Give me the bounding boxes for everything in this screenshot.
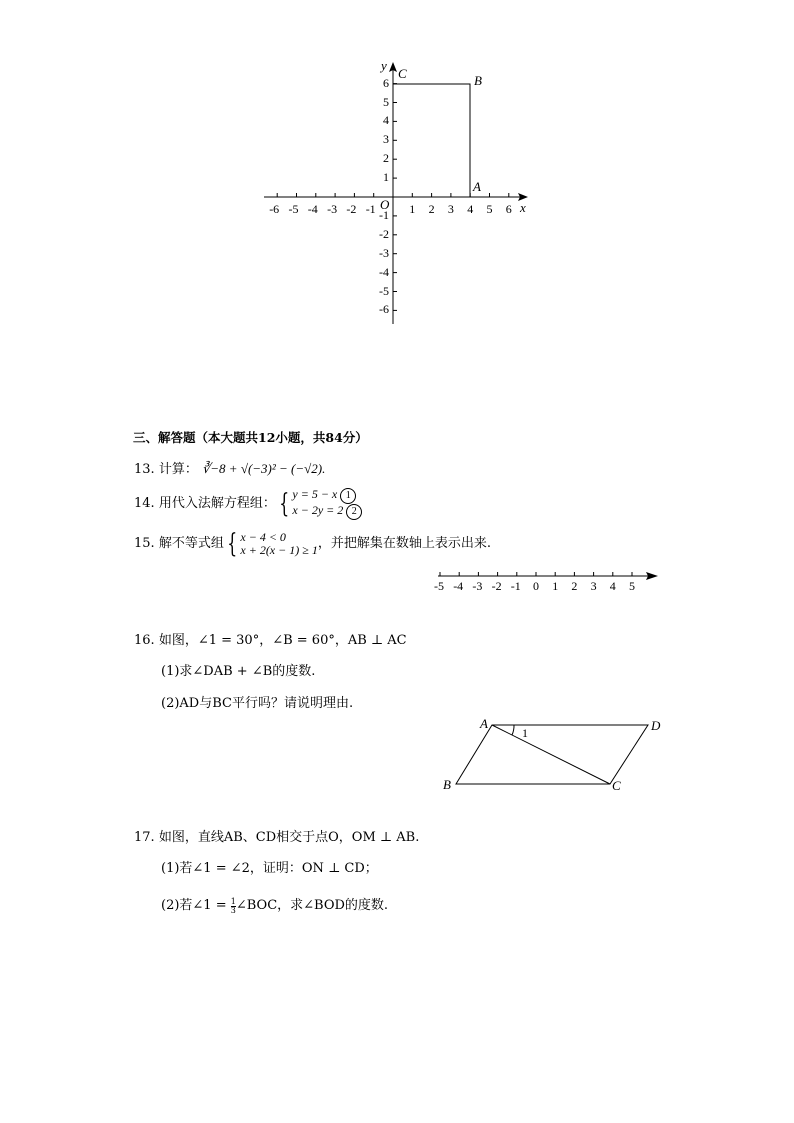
vertex-label-c: C (612, 778, 621, 793)
y-tick-label: -1 (379, 207, 389, 222)
number-line-label: 2 (571, 579, 578, 593)
angle-label-1: 1 (522, 726, 528, 740)
question-16-part-1: (1)求∠DAB + ∠B的度数. (161, 664, 316, 679)
part-2-suffix: ∠BOC，求∠BOD的度数. (235, 898, 389, 913)
point-label-c: C (398, 66, 407, 81)
y-tick-label: -2 (379, 226, 389, 241)
x-tick-label: -4 (307, 202, 318, 216)
y-tick-label: 4 (383, 113, 389, 128)
diagonal-ac (492, 725, 610, 784)
question-number: 15. (134, 536, 155, 551)
vertex-label-a: A (480, 716, 488, 731)
question-prefix: 计算： (158, 462, 198, 477)
number-line-label: 1 (552, 579, 559, 593)
question-suffix: ，并把解集在数轴上表示出来. (317, 536, 491, 551)
x-tick-label: 3 (447, 202, 454, 216)
question-17-part-1: (1)若∠1 = ∠2，证明：ON ⊥ CD； (161, 861, 378, 876)
part-2-prefix: (2)若∠1 = (161, 898, 231, 913)
x-tick-label: 5 (486, 202, 493, 216)
x-tick-label: -5 (288, 202, 299, 216)
question-number: 16. (134, 633, 155, 648)
y-tick-label: -6 (379, 302, 389, 317)
number-line-label: 5 (629, 579, 635, 593)
question-prefix: 解不等式组 (158, 536, 224, 551)
y-tick-label: 3 (383, 132, 389, 147)
question-number: 13. (134, 462, 155, 477)
number-line-label: -3 (472, 579, 483, 593)
number-line-label: 4 (609, 579, 616, 593)
question-16-part-2: (2)AD与BC平行吗？请说明理由. (161, 696, 354, 711)
x-axis-label: x (520, 200, 526, 215)
x-tick-label: 6 (505, 202, 512, 216)
brace-symbol: { (279, 489, 290, 519)
section-heading: 三、解答题（本大题共12小题，共84分） (133, 430, 368, 445)
y-tick-label: -5 (379, 283, 389, 298)
y-tick-label: -3 (379, 245, 389, 260)
number-line-label: -4 (453, 579, 464, 593)
x-tick-label: -2 (346, 202, 357, 216)
fraction-denominator: 3 (230, 905, 236, 915)
question-stem: 如图，直线AB、CD相交于点O，OM ⊥ AB. (158, 830, 420, 845)
question-stem: 如图，∠1 = 30°，∠B = 60°，AB ⊥ AC (158, 633, 407, 648)
x-tick-label: -1 (365, 202, 376, 216)
circled-1: 1 (340, 488, 356, 504)
question-17-part-2 (161, 897, 388, 916)
math-expression: ∛−8 + √(−3)² − (−√2). (201, 461, 326, 476)
number-line-label: -5 (434, 579, 444, 593)
rectangle-outline (393, 84, 470, 197)
question-15 (134, 531, 491, 557)
x-tick-label: -3 (327, 202, 338, 216)
point-label-a: A (473, 179, 481, 194)
y-tick-label: 1 (383, 170, 389, 185)
y-tick-label: -4 (379, 264, 389, 279)
question-number: 17. (134, 830, 155, 845)
y-tick-label: 6 (383, 75, 389, 90)
number-line-label: -2 (491, 579, 502, 593)
equation-2: x − 2y = 2 (292, 503, 344, 517)
inequality-1: x − 4 < 0 (240, 530, 286, 544)
question-14 (134, 488, 362, 520)
equation-system (292, 488, 362, 520)
origin-label: O (380, 197, 390, 212)
brace-symbol: { (227, 529, 238, 559)
question-prefix: 用代入法解方程组： (158, 496, 276, 511)
question-number: 14. (134, 496, 155, 511)
x-tick-label: 2 (428, 202, 435, 216)
number-line-label: -1 (510, 579, 521, 593)
y-tick-label: 5 (383, 94, 389, 109)
vertex-label-b: B (443, 777, 451, 792)
question-17 (134, 829, 419, 847)
number-line-label: 0 (533, 579, 539, 593)
x-tick-label: 4 (467, 202, 474, 216)
inequality-system (240, 531, 317, 557)
coordinate-plane-figure (0, 0, 794, 340)
angle-1-arc (512, 725, 514, 735)
x-tick-label: 1 (409, 202, 416, 216)
number-line-label: 3 (590, 579, 597, 593)
y-tick-label: 2 (383, 151, 389, 166)
fraction-numerator: 1 (230, 896, 236, 906)
vertex-label-d: D (651, 718, 661, 733)
inequality-2: x + 2(x − 1) ≥ 1 (240, 543, 318, 557)
x-tick-label: -6 (269, 202, 280, 216)
equation-1: y = 5 − x (292, 487, 338, 501)
point-label-b: B (474, 73, 482, 88)
y-axis-label: y (381, 58, 387, 73)
question-16 (134, 632, 407, 650)
parallelogram-figure (430, 712, 680, 802)
circled-2: 2 (346, 504, 362, 520)
question-13 (134, 460, 325, 479)
